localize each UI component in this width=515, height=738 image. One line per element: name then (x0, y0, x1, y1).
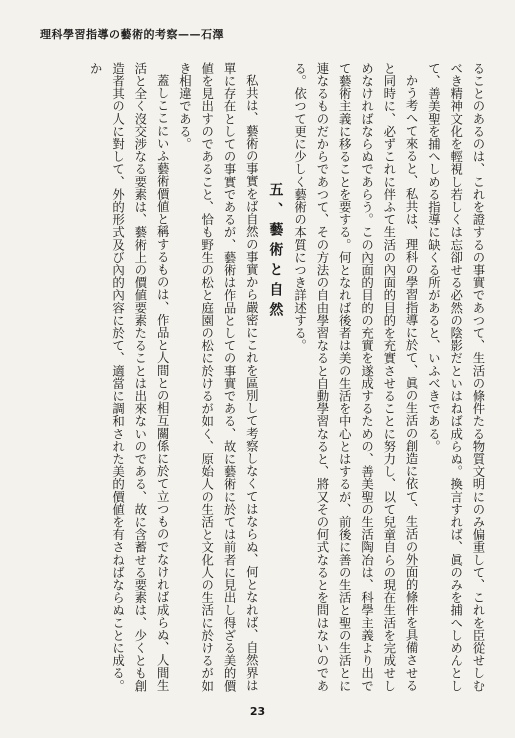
paragraph-2: かう考へて來ると、私共は、理科の學習指導に於て、眞の生活の創造に依て、生活の外面的條件を具備させると同時に、必ずこれに伴ふて生活の內面的目的を充實させることに努力し、以て兒童自らの現在生活を完成せしめなければならぬであらう。この內面的目的の充實を遂成するための、善美聖の生活陶冶は、科學主義より出でて藝術主義に移ることを要する。何となれば後者は美の生活を中心とはするが、前後に善の生活と聖の生活とに連なるものだからであつて、その方法の自由學習なると自動學習なると、將又その何式なるとを問はないのである。依つて更に少しく藝術の本質につき詳述する。 (292, 62, 420, 692)
paragraph-3: 私共は、藝術の事實をば自然の事實から嚴密にこれを區別して考察しなくてはならぬ、何となれば、自然界は單に存在としての事實であるが、藝術は作品としての事實である、故に藝術に於ては前者に見出し得ざる美的價値を見出すのであること、恰も野生の松と庭園の松に於けるが如く、原始人の生活と文化人の生活に於けるが如き相違である。 (177, 62, 260, 692)
paragraph-4: 蓋しここにいふ藝術價値と稱するものは、作品と人間との相互關係に於て立つものでなければ成らぬ、人間生活と全く沒交涉なる要素は、藝術上の價値要素たることは出來ないのである、故に含蓄せる要素は、少くとも創造者其の人に對して、外的形式及び內的內容に於て、適當に調和された美的價値を有さねばならぬことに成る。か (88, 62, 171, 692)
running-header: 理科學習指導の藝術的考察——石澤 (40, 28, 224, 41)
page-number: 23 (249, 705, 266, 718)
section-heading: 五、藝術と自然 (267, 182, 284, 322)
paragraph-1: ることのあるのは、これを證するの事實であつて、生活の條件たる物質文明にのみ偏重して、これを臣從せしむべき精神文化を輕視し若しくは忘卻せる必然の陰影だといはねば成らぬ。換言すれば、眞のみを捕へしめんとして、善美聖を捕へしめる指導に缺くる所があると、いふべきである。 (426, 62, 486, 692)
vertical-body-text (84, 62, 489, 692)
